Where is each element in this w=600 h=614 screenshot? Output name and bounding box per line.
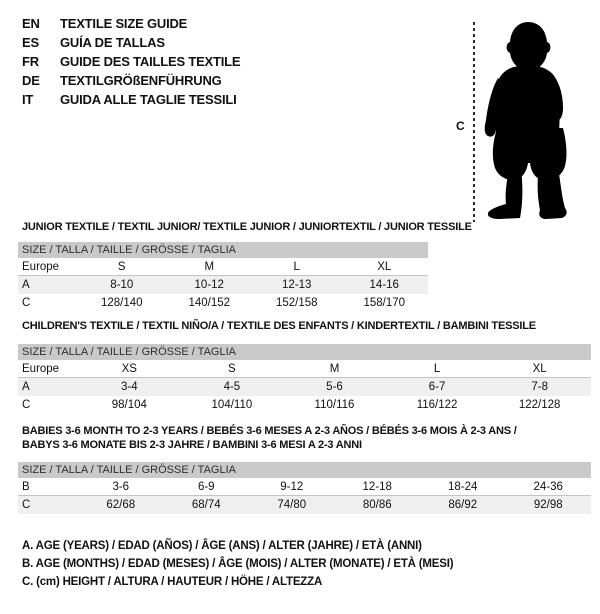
row-label: A: [22, 381, 30, 393]
size-value-cell: 14-16: [369, 278, 399, 291]
footnote-line: B. AGE (MONTHS) / EDAD (MESES) / ÂGE (MOIS) / ALTER (MONATE) / ETÀ (MESI): [22, 558, 454, 570]
size-value-cell: 80/86: [362, 499, 392, 511]
language-code: EN: [22, 16, 40, 31]
language-code: DE: [22, 73, 40, 88]
size-value-cell: 12-18: [362, 481, 392, 493]
size-value-cell: 4-5: [223, 381, 241, 393]
size-value-cell: 8-10: [110, 278, 134, 291]
size-table: [18, 344, 591, 414]
footnote-line: A. AGE (YEARS) / EDAD (AÑOS) / ÂGE (ANS) / ALTER (JAHRE) / ETÀ (ANNI): [22, 540, 422, 552]
table-row: [18, 478, 591, 496]
guide-title: GUIDA ALLE TAGLIE TESSILI: [60, 92, 237, 107]
size-value-cell: 10-12: [194, 278, 224, 291]
size-value-cell: XS: [121, 363, 137, 375]
size-guide-sections: [18, 221, 591, 514]
size-value-cell: 6-9: [197, 481, 215, 493]
size-value-cell: 116/122: [416, 399, 458, 411]
section-title-line: BABIES 3-6 MONTH TO 2-3 YEARS / BEBÉS 3-6 MESES A 2-3 AÑOS / BÉBÉS 3-6 MOIS À 2-3 ANS /: [22, 425, 517, 437]
size-value-cell: 92/98: [533, 499, 563, 511]
height-measure-label: C: [456, 119, 465, 133]
section-title: [18, 320, 578, 334]
language-code: IT: [22, 92, 34, 107]
footnotes: [22, 537, 600, 591]
size-section: [18, 221, 591, 312]
size-value-cell: 18-24: [448, 481, 478, 493]
size-value-cell: L: [433, 363, 441, 375]
size-header-bar: SIZE / TALLA / TAILLE / GRÖSSE / TAGLIA: [18, 344, 591, 360]
row-label: Europe: [22, 260, 60, 273]
size-value-cell: S: [228, 363, 236, 375]
size-header-bar: SIZE / TALLA / TAILLE / GRÖSSE / TAGLIA: [18, 462, 591, 478]
size-value-cell: 74/80: [277, 499, 307, 511]
footnote-line: C. (cm) HEIGHT / ALTURA / HAUTEUR / HÖHE / ALTEZZA: [22, 576, 323, 588]
size-value-cell: 98/104: [111, 399, 147, 411]
guide-title: GUIDE DES TAILLES TEXTILE: [60, 54, 241, 69]
size-table: [18, 242, 428, 312]
size-value-cell: 9-12: [280, 481, 304, 493]
size-value-cell: 5-6: [326, 381, 343, 393]
table-row: [18, 360, 591, 378]
table-row: [18, 496, 591, 514]
guide-title: TEXTILGRÖßENFÜHRUNG: [60, 73, 222, 88]
section-title-line: JUNIOR TEXTILE / TEXTIL JUNIOR/ TEXTILE JUNIOR / JUNIORTEXTIL / JUNIOR TESSILE: [22, 221, 472, 233]
table-row: [18, 276, 428, 294]
row-label: B: [22, 481, 30, 493]
size-value-cell: 6-7: [428, 381, 446, 393]
size-value-cell: 158/170: [363, 296, 406, 309]
height-measure-dashed-line: [473, 22, 475, 222]
size-value-cell: S: [117, 260, 126, 273]
table-row: [18, 378, 591, 396]
guide-title: GUÍA DE TALLAS: [60, 35, 165, 50]
row-label: C: [22, 296, 31, 309]
section-title: [18, 425, 578, 452]
language-code: ES: [22, 35, 39, 50]
size-value-cell: XL: [532, 363, 547, 375]
language-code: FR: [22, 54, 39, 69]
size-value-cell: 12-13: [282, 278, 312, 291]
row-label: C: [22, 399, 31, 411]
size-value-cell: 24-36: [533, 481, 563, 493]
size-value-cell: L: [293, 260, 300, 273]
row-label: Europe: [22, 363, 60, 375]
size-value-cell: 62/68: [106, 499, 136, 511]
size-value-cell: 110/116: [314, 399, 355, 411]
size-value-cell: XL: [377, 260, 392, 273]
section-title-line: BABYS 3-6 MONATE BIS 2-3 JAHRE / BAMBINI 3-6 MESI A 2-3 ANNI: [22, 438, 362, 451]
guide-title: TEXTILE SIZE GUIDE: [60, 16, 188, 31]
size-value-cell: 104/110: [211, 399, 253, 411]
table-row: [18, 396, 591, 414]
row-label: A: [22, 278, 30, 291]
size-value-cell: 3-4: [120, 381, 138, 393]
size-section: [18, 425, 591, 514]
size-value-cell: 140/152: [188, 296, 231, 309]
baby-silhouette-icon: [482, 18, 594, 222]
size-value-cell: 68/74: [191, 499, 221, 511]
size-value-cell: 3-6: [112, 481, 130, 493]
size-value-cell: M: [204, 260, 215, 273]
section-title: [18, 221, 578, 235]
table-row: [18, 258, 428, 276]
size-value-cell: 128/140: [100, 296, 143, 309]
size-value-cell: 7-8: [531, 381, 548, 393]
table-row: [18, 294, 428, 312]
size-section: [18, 320, 591, 415]
size-value-cell: 86/92: [448, 499, 478, 511]
size-value-cell: 152/158: [275, 296, 318, 309]
size-table: [18, 462, 591, 514]
row-label: C: [22, 499, 31, 511]
section-title-line: CHILDREN'S TEXTILE / TEXTIL NIÑO/A / TEXTILE DES ENFANTS / KINDERTEXTIL / BAMBINI TESSILE: [22, 319, 536, 332]
size-value-cell: M: [329, 363, 340, 375]
size-value-cell: 122/128: [518, 399, 561, 411]
size-header-bar: SIZE / TALLA / TAILLE / GRÖSSE / TAGLIA: [18, 242, 428, 258]
